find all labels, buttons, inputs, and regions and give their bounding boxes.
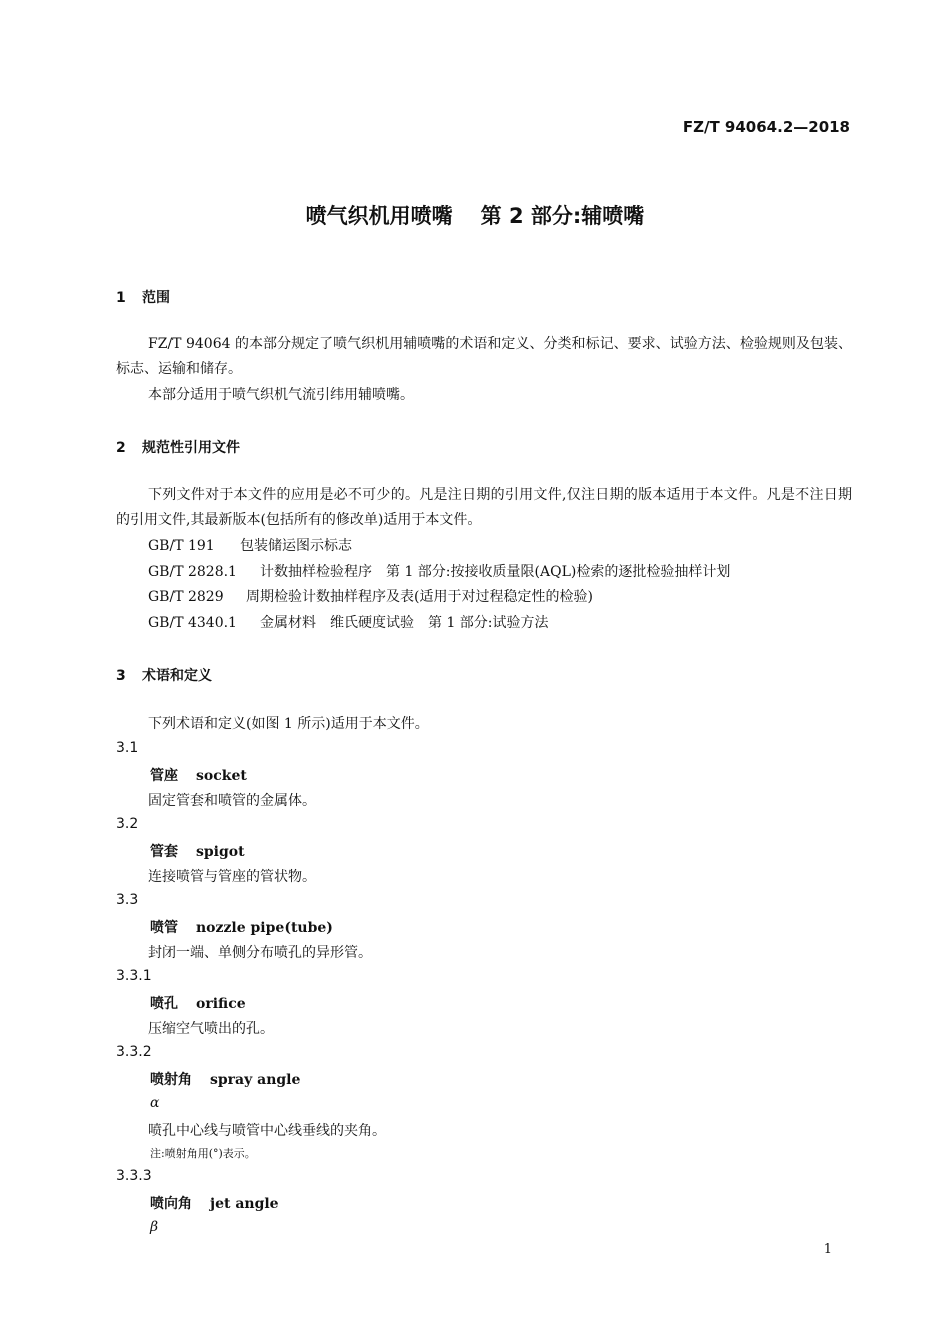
term-name bbox=[150, 765, 247, 785]
term-en: nozzle pipe(tube) bbox=[196, 920, 333, 936]
document-title bbox=[0, 200, 950, 230]
reference-item bbox=[148, 561, 730, 581]
reference-item bbox=[148, 535, 352, 555]
section-3-intro: 下列术语和定义(如图 1 所示)适用于本文件。 bbox=[148, 716, 429, 732]
term-definition: 固定管套和喷管的金属体。 bbox=[148, 793, 316, 809]
reference-title: 包装储运图示标志 bbox=[240, 538, 352, 554]
reference-title: 周期检验计数抽样程序及表(适用于对过程稳定性的检验) bbox=[246, 589, 593, 605]
term-name bbox=[150, 1193, 279, 1213]
section-number: 3 bbox=[116, 668, 126, 684]
term-definition: 连接喷管与管座的管状物。 bbox=[148, 869, 316, 885]
term-zh: 管座 bbox=[150, 768, 178, 784]
title-main: 喷气织机用喷嘴 bbox=[305, 204, 453, 228]
term-name bbox=[150, 993, 246, 1013]
term-number: 3.3 bbox=[116, 892, 139, 908]
term-number: 3.3.2 bbox=[116, 1044, 152, 1060]
section-title: 规范性引用文件 bbox=[142, 440, 240, 456]
term-symbol: β bbox=[150, 1219, 159, 1235]
term-zh: 喷向角 bbox=[150, 1196, 192, 1212]
term-number: 3.2 bbox=[116, 816, 139, 832]
term-name bbox=[150, 841, 245, 861]
section-number: 1 bbox=[116, 290, 126, 306]
reference-code: GB/T 2828.1 bbox=[148, 564, 237, 580]
term-symbol: α bbox=[150, 1095, 160, 1111]
reference-code: GB/T 4340.1 bbox=[148, 615, 237, 631]
term-number: 3.1 bbox=[116, 740, 139, 756]
term-en: spray angle bbox=[210, 1072, 301, 1088]
reference-title: 计数抽样检验程序 第 1 部分:按接收质量限(AQL)检索的逐批检验抽样计划 bbox=[260, 564, 731, 580]
term-number: 3.3.3 bbox=[116, 1168, 152, 1184]
section-number: 2 bbox=[116, 440, 126, 456]
term-note: 注:喷射角用(°)表示。 bbox=[150, 1147, 256, 1160]
term-number: 3.3.1 bbox=[116, 968, 152, 984]
term-zh: 喷射角 bbox=[150, 1072, 192, 1088]
term-name bbox=[150, 1069, 300, 1089]
section-title: 术语和定义 bbox=[142, 668, 212, 684]
term-definition: 喷孔中心线与喷管中心线垂线的夹角。 bbox=[148, 1123, 386, 1139]
section-1-para-1: FZ/T 94064 的本部分规定了喷气织机用辅喷嘴的术语和定义、分类和标记、要求、试验方法、检验规则及包装、标志、运输和储存。 bbox=[116, 336, 852, 377]
reference-code: GB/T 191 bbox=[148, 538, 215, 554]
term-definition: 压缩空气喷出的孔。 bbox=[148, 1021, 274, 1037]
term-zh: 管套 bbox=[150, 844, 178, 860]
section-3-heading bbox=[116, 665, 212, 685]
title-part: 第 2 部分:辅喷嘴 bbox=[480, 204, 645, 228]
reference-title: 金属材料 维氏硬度试验 第 1 部分:试验方法 bbox=[260, 615, 549, 631]
term-zh: 喷孔 bbox=[150, 996, 178, 1012]
page-number: 1 bbox=[823, 1242, 832, 1257]
reference-item bbox=[148, 612, 549, 632]
section-1-heading bbox=[116, 287, 170, 307]
term-zh: 喷管 bbox=[150, 920, 178, 936]
term-en: orifice bbox=[196, 996, 246, 1012]
reference-code: GB/T 2829 bbox=[148, 589, 224, 605]
section-1-para-2: 本部分适用于喷气织机气流引纬用辅喷嘴。 bbox=[148, 387, 414, 403]
section-2-heading bbox=[116, 437, 240, 457]
term-en: spigot bbox=[196, 844, 245, 860]
section-title: 范围 bbox=[142, 290, 170, 306]
term-en: socket bbox=[196, 768, 247, 784]
term-definition: 封闭一端、单侧分布喷孔的异形管。 bbox=[148, 945, 372, 961]
term-name bbox=[150, 917, 333, 937]
term-en: jet angle bbox=[210, 1196, 279, 1212]
section-2-para-1: 下列文件对于本文件的应用是必不可少的。凡是注日期的引用文件,仅注日期的版本适用于本文件。凡是不注日期的引用文件,其最新版本(包括所有的修改单)适用于本文件。 bbox=[116, 487, 852, 528]
standard-code: FZ/T 94064.2—2018 bbox=[682, 118, 850, 136]
reference-item bbox=[148, 586, 593, 606]
